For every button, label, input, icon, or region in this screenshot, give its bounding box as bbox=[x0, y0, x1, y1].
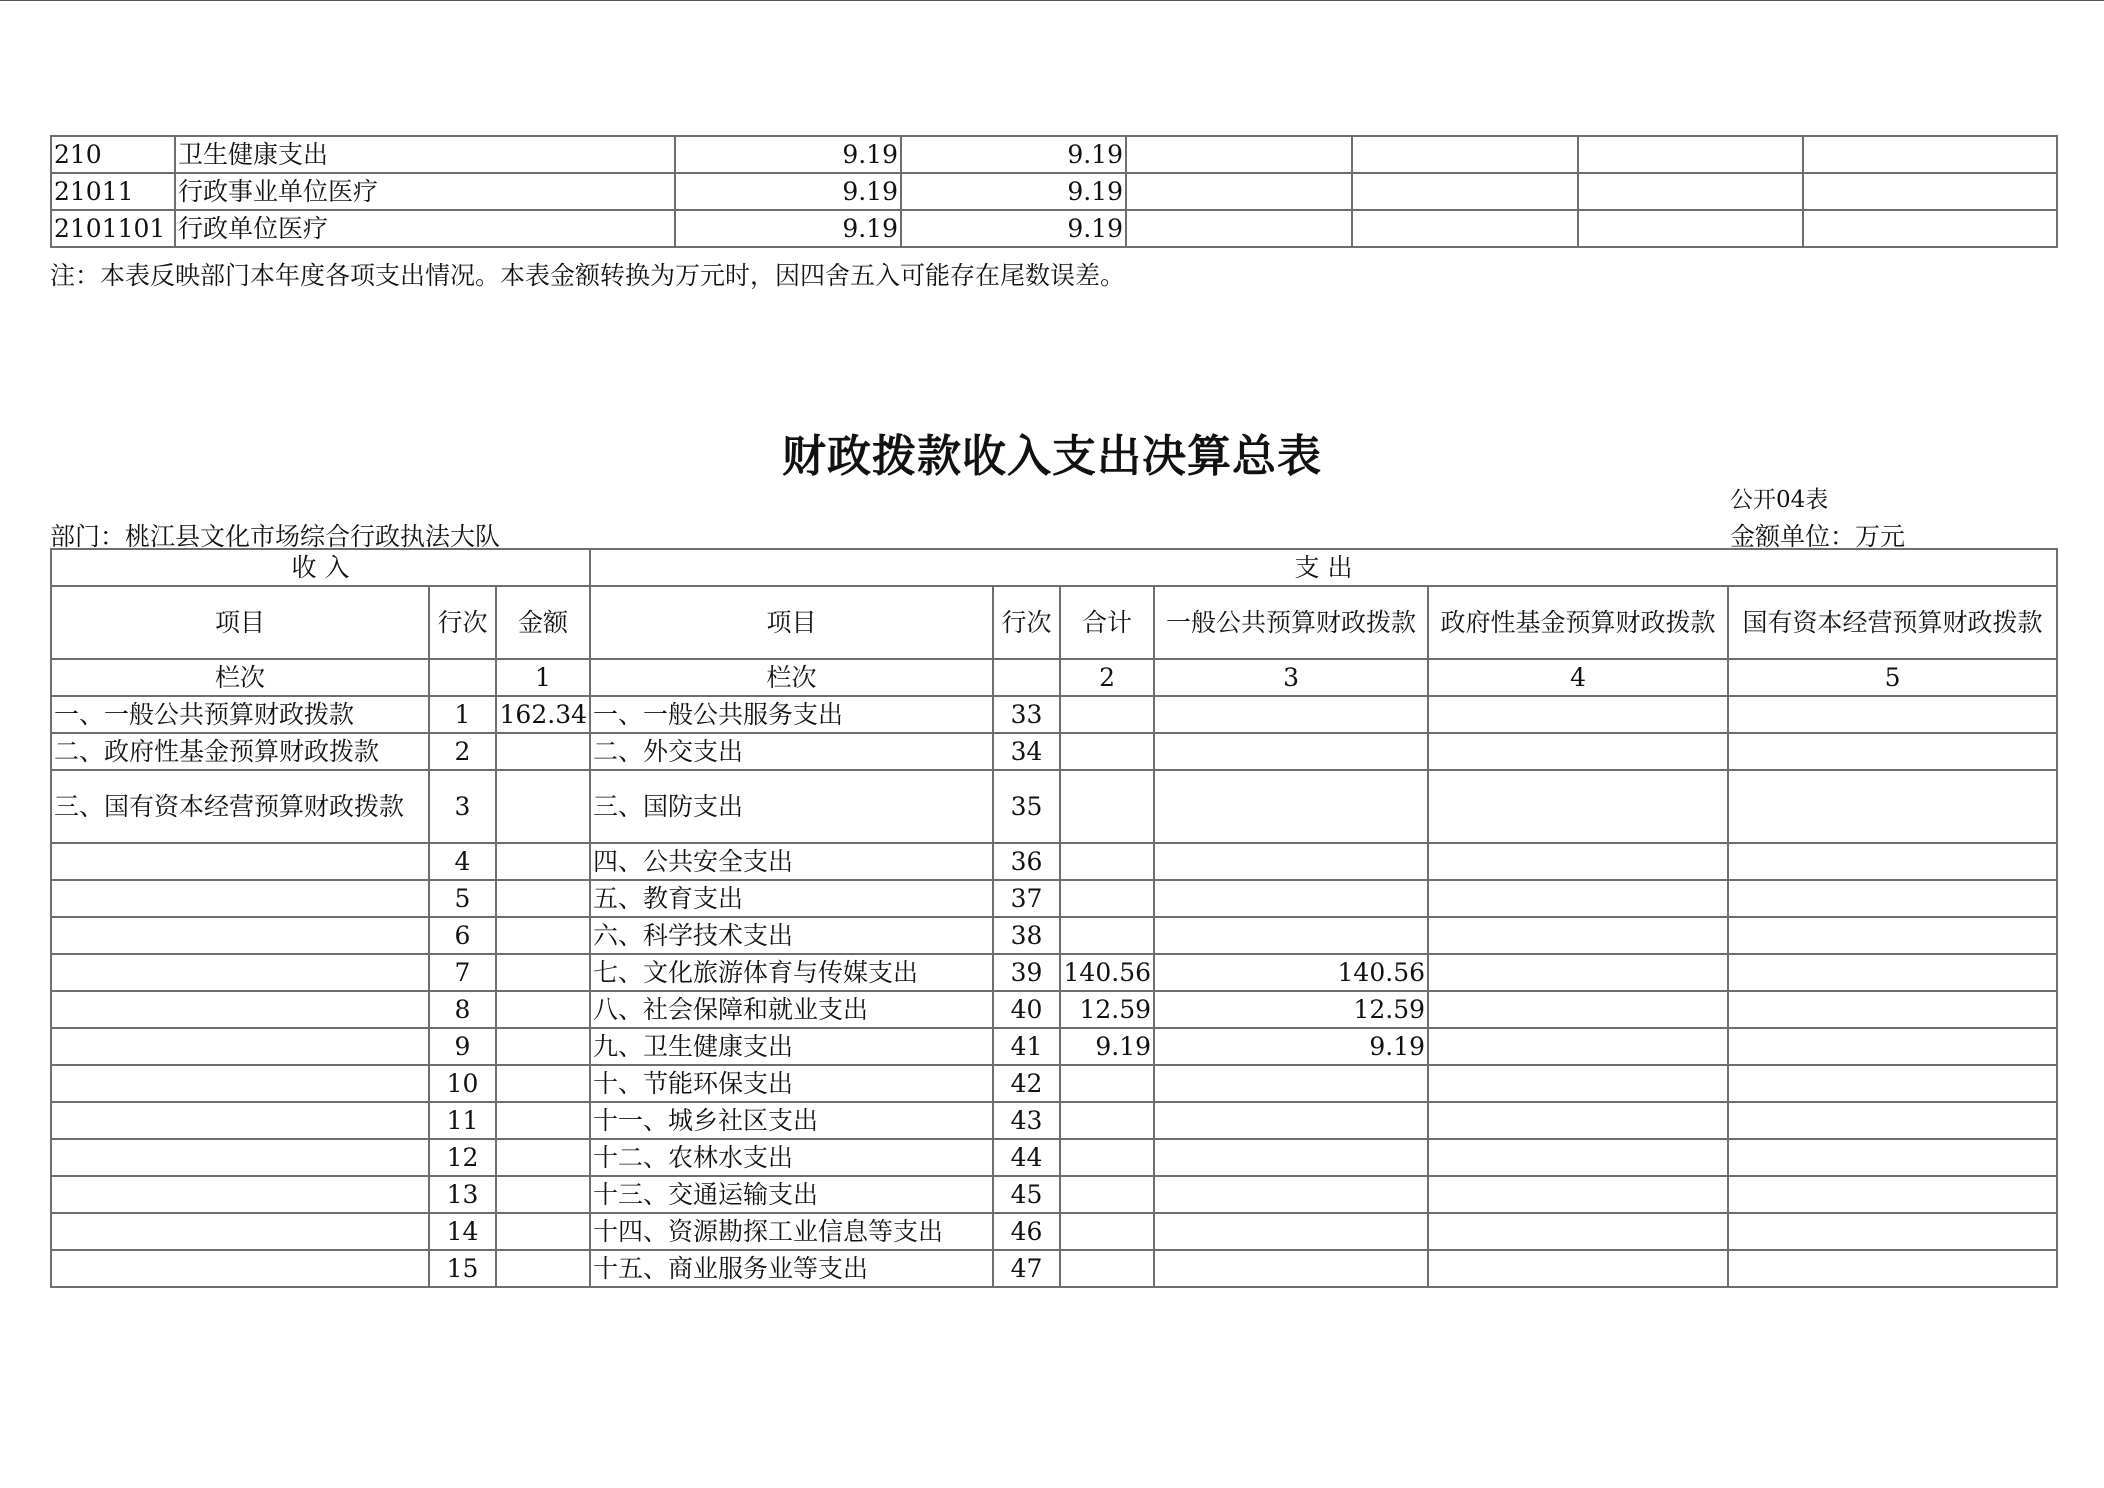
total-amount bbox=[1060, 843, 1154, 880]
total-amount bbox=[1060, 770, 1154, 843]
expense-item: 十四、资源勘探工业信息等支出 bbox=[590, 1213, 993, 1250]
income-row-no-header: 行次 bbox=[429, 586, 496, 659]
general-budget-amount bbox=[1154, 1139, 1428, 1176]
general-budget-amount bbox=[1154, 770, 1428, 843]
general-budget-amount: 140.56 bbox=[1154, 954, 1428, 991]
table-row bbox=[51, 733, 2057, 770]
government-fund-amount bbox=[1428, 880, 1728, 917]
amount-cell: 9.19 bbox=[675, 173, 901, 210]
total-amount bbox=[1060, 917, 1154, 954]
expense-item-header: 项目 bbox=[590, 586, 993, 659]
income-amount bbox=[496, 880, 590, 917]
income-row-no: 2 bbox=[429, 733, 496, 770]
general-budget-amount bbox=[1154, 1213, 1428, 1250]
income-item: 一、一般公共预算财政拨款 bbox=[51, 696, 429, 733]
state-capital-amount bbox=[1728, 770, 2057, 843]
government-fund-amount bbox=[1428, 917, 1728, 954]
amount-cell: 9.19 bbox=[675, 210, 901, 247]
state-capital-amount bbox=[1728, 880, 2057, 917]
expense-row-no: 41 bbox=[993, 1028, 1060, 1065]
amount-cell: 9.19 bbox=[901, 173, 1126, 210]
amount-cell bbox=[1126, 136, 1352, 173]
fiscal-allocation-summary-table bbox=[50, 548, 2058, 1288]
table-row bbox=[51, 1250, 2057, 1287]
income-row-no: 10 bbox=[429, 1065, 496, 1102]
expense-row-no: 35 bbox=[993, 770, 1060, 843]
income-item bbox=[51, 991, 429, 1028]
state-capital-amount bbox=[1728, 954, 2057, 991]
state-capital-header: 国有资本经营预算财政拨款 bbox=[1728, 586, 2057, 659]
expense-item: 二、外交支出 bbox=[590, 733, 993, 770]
total-amount bbox=[1060, 880, 1154, 917]
expense-row-no: 40 bbox=[993, 991, 1060, 1028]
total-amount bbox=[1060, 1250, 1154, 1287]
expense-item: 九、卫生健康支出 bbox=[590, 1028, 993, 1065]
column-index: 4 bbox=[1428, 659, 1728, 696]
income-row-no: 5 bbox=[429, 880, 496, 917]
expense-row-no: 47 bbox=[993, 1250, 1060, 1287]
income-amount bbox=[496, 954, 590, 991]
general-budget-amount bbox=[1154, 1065, 1428, 1102]
table-row bbox=[51, 770, 2057, 843]
amount-cell bbox=[1803, 210, 2057, 247]
table-row bbox=[51, 917, 2057, 954]
income-item bbox=[51, 880, 429, 917]
income-item: 三、国有资本经营预算财政拨款 bbox=[51, 770, 429, 843]
general-budget-amount bbox=[1154, 696, 1428, 733]
table-row bbox=[51, 210, 2057, 247]
header-row-section bbox=[51, 549, 2057, 586]
total-amount: 140.56 bbox=[1060, 954, 1154, 991]
column-index-row bbox=[51, 659, 2057, 696]
expense-item: 十一、城乡社区支出 bbox=[590, 1102, 993, 1139]
column-index: 2 bbox=[1060, 659, 1154, 696]
expense-header: 支 出 bbox=[590, 549, 2057, 586]
income-item bbox=[51, 1176, 429, 1213]
government-fund-amount bbox=[1428, 991, 1728, 1028]
amount-cell bbox=[1126, 210, 1352, 247]
column-index: 3 bbox=[1154, 659, 1428, 696]
amount-cell bbox=[1352, 210, 1578, 247]
table-row bbox=[51, 1139, 2057, 1176]
table-note: 注：本表反映部门本年度各项支出情况。本表金额转换为万元时，因四舍五入可能存在尾数误差。 bbox=[50, 261, 1126, 290]
total-amount bbox=[1060, 1139, 1154, 1176]
general-budget-amount bbox=[1154, 1102, 1428, 1139]
expense-row-no: 36 bbox=[993, 843, 1060, 880]
table-row bbox=[51, 1176, 2057, 1213]
subject-name: 行政事业单位医疗 bbox=[175, 173, 675, 210]
amount-unit-label: 金额单位：万元 bbox=[1730, 522, 1906, 551]
government-fund-amount bbox=[1428, 1213, 1728, 1250]
expense-item: 一、一般公共服务支出 bbox=[590, 696, 993, 733]
table-row bbox=[51, 843, 2057, 880]
report-code: 公开04表 bbox=[1730, 487, 1829, 513]
page-top-border bbox=[0, 0, 2104, 1]
state-capital-amount bbox=[1728, 917, 2057, 954]
general-budget-amount bbox=[1154, 733, 1428, 770]
general-budget-header: 一般公共预算财政拨款 bbox=[1154, 586, 1428, 659]
state-capital-amount bbox=[1728, 1213, 2057, 1250]
amount-cell: 9.19 bbox=[901, 210, 1126, 247]
income-amount bbox=[496, 733, 590, 770]
income-item bbox=[51, 1213, 429, 1250]
state-capital-amount bbox=[1728, 843, 2057, 880]
expense-row-no: 45 bbox=[993, 1176, 1060, 1213]
amount-cell bbox=[1578, 136, 1803, 173]
header-row-columns bbox=[51, 586, 2057, 659]
income-item bbox=[51, 1102, 429, 1139]
table-row bbox=[51, 1065, 2057, 1102]
state-capital-amount bbox=[1728, 1028, 2057, 1065]
department-label: 部门：桃江县文化市场综合行政执法大队 bbox=[50, 522, 501, 551]
income-item bbox=[51, 1250, 429, 1287]
table-row bbox=[51, 696, 2057, 733]
general-budget-amount: 12.59 bbox=[1154, 991, 1428, 1028]
government-fund-amount bbox=[1428, 1065, 1728, 1102]
column-label: 栏次 bbox=[51, 659, 429, 696]
expense-item: 十、节能环保支出 bbox=[590, 1065, 993, 1102]
amount-cell bbox=[1126, 173, 1352, 210]
expense-row-no: 42 bbox=[993, 1065, 1060, 1102]
government-fund-amount bbox=[1428, 1176, 1728, 1213]
state-capital-amount bbox=[1728, 1065, 2057, 1102]
income-row-no: 7 bbox=[429, 954, 496, 991]
total-header: 合计 bbox=[1060, 586, 1154, 659]
total-amount bbox=[1060, 1102, 1154, 1139]
income-amount bbox=[496, 917, 590, 954]
total-amount bbox=[1060, 1176, 1154, 1213]
income-item bbox=[51, 1028, 429, 1065]
column-index bbox=[429, 659, 496, 696]
income-item bbox=[51, 1065, 429, 1102]
table-row bbox=[51, 136, 2057, 173]
amount-cell: 9.19 bbox=[901, 136, 1126, 173]
government-fund-amount bbox=[1428, 696, 1728, 733]
total-amount bbox=[1060, 1213, 1154, 1250]
income-item bbox=[51, 843, 429, 880]
expense-item: 五、教育支出 bbox=[590, 880, 993, 917]
income-item bbox=[51, 1139, 429, 1176]
expense-row-no: 43 bbox=[993, 1102, 1060, 1139]
table-row bbox=[51, 954, 2057, 991]
amount-cell bbox=[1803, 136, 2057, 173]
general-budget-amount bbox=[1154, 1176, 1428, 1213]
government-fund-header: 政府性基金预算财政拨款 bbox=[1428, 586, 1728, 659]
income-amount bbox=[496, 991, 590, 1028]
state-capital-amount bbox=[1728, 696, 2057, 733]
government-fund-amount bbox=[1428, 770, 1728, 843]
government-fund-amount bbox=[1428, 954, 1728, 991]
amount-cell bbox=[1352, 136, 1578, 173]
income-row-no: 3 bbox=[429, 770, 496, 843]
expense-item: 八、社会保障和就业支出 bbox=[590, 991, 993, 1028]
subject-code: 2101101 bbox=[51, 210, 175, 247]
total-amount: 12.59 bbox=[1060, 991, 1154, 1028]
income-amount bbox=[496, 1028, 590, 1065]
general-budget-amount: 9.19 bbox=[1154, 1028, 1428, 1065]
income-amount bbox=[496, 1250, 590, 1287]
expense-item: 十五、商业服务业等支出 bbox=[590, 1250, 993, 1287]
subject-name: 卫生健康支出 bbox=[175, 136, 675, 173]
expense-row-no: 39 bbox=[993, 954, 1060, 991]
table-row bbox=[51, 880, 2057, 917]
income-amount bbox=[496, 770, 590, 843]
expense-row-no: 46 bbox=[993, 1213, 1060, 1250]
total-amount bbox=[1060, 696, 1154, 733]
government-fund-amount bbox=[1428, 1139, 1728, 1176]
expense-row-no: 38 bbox=[993, 917, 1060, 954]
column-index: 1 bbox=[496, 659, 590, 696]
government-fund-amount bbox=[1428, 1028, 1728, 1065]
expense-item: 七、文化旅游体育与传媒支出 bbox=[590, 954, 993, 991]
total-amount: 9.19 bbox=[1060, 1028, 1154, 1065]
income-row-no: 15 bbox=[429, 1250, 496, 1287]
expense-row-no: 34 bbox=[993, 733, 1060, 770]
income-amount: 162.34 bbox=[496, 696, 590, 733]
general-budget-amount bbox=[1154, 843, 1428, 880]
income-row-no: 8 bbox=[429, 991, 496, 1028]
general-budget-amount bbox=[1154, 1250, 1428, 1287]
income-row-no: 4 bbox=[429, 843, 496, 880]
amount-cell bbox=[1578, 210, 1803, 247]
income-amount bbox=[496, 1102, 590, 1139]
state-capital-amount bbox=[1728, 1176, 2057, 1213]
expense-detail-table bbox=[50, 135, 2058, 248]
government-fund-amount bbox=[1428, 733, 1728, 770]
income-row-no: 14 bbox=[429, 1213, 496, 1250]
government-fund-amount bbox=[1428, 843, 1728, 880]
state-capital-amount bbox=[1728, 991, 2057, 1028]
expense-row-no-header: 行次 bbox=[993, 586, 1060, 659]
state-capital-amount bbox=[1728, 1102, 2057, 1139]
income-amount bbox=[496, 1213, 590, 1250]
subject-code: 21011 bbox=[51, 173, 175, 210]
income-row-no: 6 bbox=[429, 917, 496, 954]
report-title: 财政拨款收入支出决算总表 bbox=[782, 431, 1322, 482]
expense-item: 十三、交通运输支出 bbox=[590, 1176, 993, 1213]
column-index: 5 bbox=[1728, 659, 2057, 696]
expense-item: 六、科学技术支出 bbox=[590, 917, 993, 954]
income-amount bbox=[496, 1139, 590, 1176]
subject-name: 行政单位医疗 bbox=[175, 210, 675, 247]
income-row-no: 9 bbox=[429, 1028, 496, 1065]
expense-row-no: 33 bbox=[993, 696, 1060, 733]
income-item: 二、政府性基金预算财政拨款 bbox=[51, 733, 429, 770]
state-capital-amount bbox=[1728, 1250, 2057, 1287]
total-amount bbox=[1060, 733, 1154, 770]
income-amount bbox=[496, 1065, 590, 1102]
amount-cell bbox=[1352, 173, 1578, 210]
income-header: 收 入 bbox=[51, 549, 590, 586]
subject-code: 210 bbox=[51, 136, 175, 173]
amount-cell bbox=[1578, 173, 1803, 210]
state-capital-amount bbox=[1728, 1139, 2057, 1176]
expense-row-no: 44 bbox=[993, 1139, 1060, 1176]
amount-cell: 9.19 bbox=[675, 136, 901, 173]
table-row bbox=[51, 1028, 2057, 1065]
expense-item: 四、公共安全支出 bbox=[590, 843, 993, 880]
income-item-header: 项目 bbox=[51, 586, 429, 659]
government-fund-amount bbox=[1428, 1250, 1728, 1287]
table-row bbox=[51, 991, 2057, 1028]
table-row bbox=[51, 1102, 2057, 1139]
table-row bbox=[51, 173, 2057, 210]
expense-row-no: 37 bbox=[993, 880, 1060, 917]
column-index bbox=[993, 659, 1060, 696]
general-budget-amount bbox=[1154, 917, 1428, 954]
income-row-no: 12 bbox=[429, 1139, 496, 1176]
government-fund-amount bbox=[1428, 1102, 1728, 1139]
income-row-no: 1 bbox=[429, 696, 496, 733]
income-amount bbox=[496, 1176, 590, 1213]
income-item bbox=[51, 954, 429, 991]
general-budget-amount bbox=[1154, 880, 1428, 917]
income-amount-header: 金额 bbox=[496, 586, 590, 659]
total-amount bbox=[1060, 1065, 1154, 1102]
income-amount bbox=[496, 843, 590, 880]
table-row bbox=[51, 1213, 2057, 1250]
expense-item: 十二、农林水支出 bbox=[590, 1139, 993, 1176]
income-row-no: 11 bbox=[429, 1102, 496, 1139]
income-item bbox=[51, 917, 429, 954]
expense-item: 三、国防支出 bbox=[590, 770, 993, 843]
column-label: 栏次 bbox=[590, 659, 993, 696]
income-row-no: 13 bbox=[429, 1176, 496, 1213]
amount-cell bbox=[1803, 173, 2057, 210]
state-capital-amount bbox=[1728, 733, 2057, 770]
